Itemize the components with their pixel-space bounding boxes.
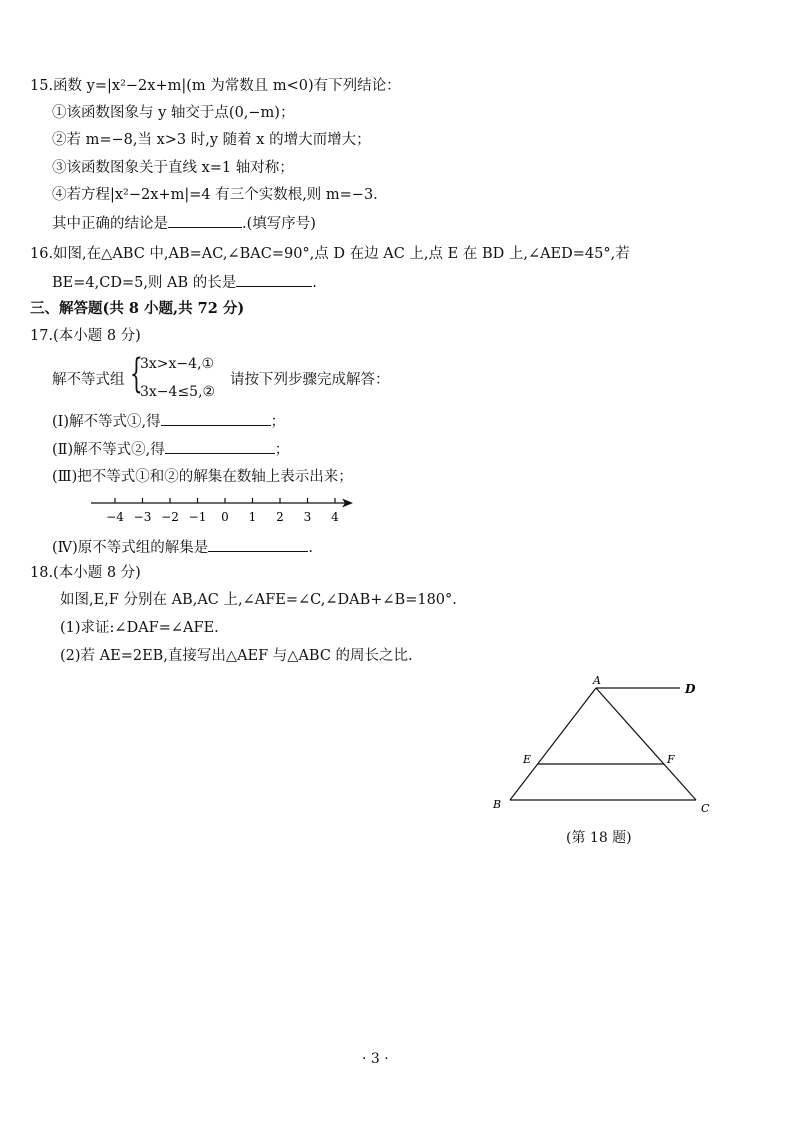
q17-instruction: 请按下列步骤完成解答： (230, 372, 390, 388)
q15-conclusion-2: ②若 m=−8,当 x>3 时,y 随着 x 的增大而增大； (52, 132, 371, 148)
number-line-tick-label: 3 (303, 510, 312, 524)
q16-line2 (52, 272, 317, 293)
q17-step1-text: (Ⅰ)解不等式①,得 (52, 414, 161, 430)
q17-step2 (52, 439, 289, 460)
q17-step1 (52, 411, 285, 432)
q15-stem: 15.函数 y=|x²−2x+m|(m 为常数且 m<0)有下列结论： (30, 78, 401, 94)
q18-header: 18.(本小题 8 分) (30, 565, 141, 581)
q15-answer-suffix: .(填写序号) (242, 216, 316, 232)
q15-answer-prefix: 其中正确的结论是 (52, 216, 168, 232)
number-line-tick-label: −1 (188, 510, 207, 524)
label-E: E (523, 753, 532, 766)
segment-AB (510, 688, 596, 800)
number-line-tick-label: 1 (248, 510, 257, 524)
q15-conclusion-4: ④若方程|x²−2x+m|=4 有三个实数根,则 m=−3. (52, 187, 378, 203)
q17-step1-semicolon: ； (270, 414, 286, 430)
q15-conclusion-1: ①该函数图象与 y 轴交于点(0,−m)； (52, 105, 295, 121)
q17-inequality-2: 3x−4≤5,② (140, 384, 216, 400)
label-C: C (701, 802, 710, 815)
segment-AC (596, 688, 696, 800)
number-line-tick-label: −2 (161, 510, 179, 524)
q17-step2-semicolon: ； (274, 442, 290, 458)
page-number: · 3 · (362, 1051, 389, 1067)
q17-inequality-1: 3x>x−4,① (140, 356, 215, 372)
q18-part2: (2)若 AE=2EB,直接写出△AEF 与△ABC 的周长之比. (60, 648, 413, 664)
q16-line2-suffix: . (312, 275, 317, 291)
q17-header: 17.(本小题 8 分) (30, 328, 141, 344)
q18-figure-caption: (第 18 题) (566, 830, 632, 846)
q16-line1: 16.如图,在△ABC 中,AB=AC,∠BAC=90°,点 D 在边 AC 上,点 E 在 BD 上,∠AED=45°,若 (30, 246, 630, 262)
q17-step2-text: (Ⅱ)解不等式②,得 (52, 442, 165, 458)
q17-step2-blank[interactable] (165, 439, 275, 454)
brace-icon: { (130, 351, 143, 397)
number-line (85, 493, 365, 529)
q18-part1: (1)求证:∠DAF=∠AFE. (60, 620, 219, 636)
q15-answer-blank[interactable] (168, 213, 242, 228)
label-B: B (493, 798, 502, 811)
label-D: D (685, 682, 696, 696)
q16-answer-blank[interactable] (236, 272, 312, 287)
q15-conclusion-3: ③该函数图象关于直线 x=1 轴对称； (52, 160, 294, 176)
q17-intro: 解不等式组 (52, 372, 125, 388)
label-A: A (593, 674, 601, 687)
q18-figure (485, 670, 725, 820)
q17-step4-text: (Ⅳ)原不等式组的解集是 (52, 540, 209, 556)
number-line-tick-label: 4 (331, 510, 339, 524)
q17-step4-period: . (308, 540, 313, 556)
number-line-tick-label: −4 (106, 510, 124, 524)
section-title: 三、解答题(共 8 小题,共 72 分) (30, 300, 245, 317)
number-line-ticks (106, 498, 339, 524)
number-line-tick-label: 2 (276, 510, 284, 524)
q17-step4-blank[interactable] (208, 537, 308, 552)
label-F: F (667, 753, 675, 766)
number-line-tick-label: 0 (221, 510, 229, 524)
q17-step1-blank[interactable] (161, 411, 271, 426)
number-line-tick-label: −3 (133, 510, 152, 524)
q17-step3: (Ⅲ)把不等式①和②的解集在数轴上表示出来； (52, 469, 353, 485)
q15-answer-line (52, 213, 316, 234)
q16-line2-prefix: BE=4,CD=5,则 AB 的长是 (52, 275, 237, 291)
q18-stem: 如图,E,F 分别在 AB,AC 上,∠AFE=∠C,∠DAB+∠B=180°. (60, 592, 457, 608)
q17-step4 (52, 537, 313, 558)
